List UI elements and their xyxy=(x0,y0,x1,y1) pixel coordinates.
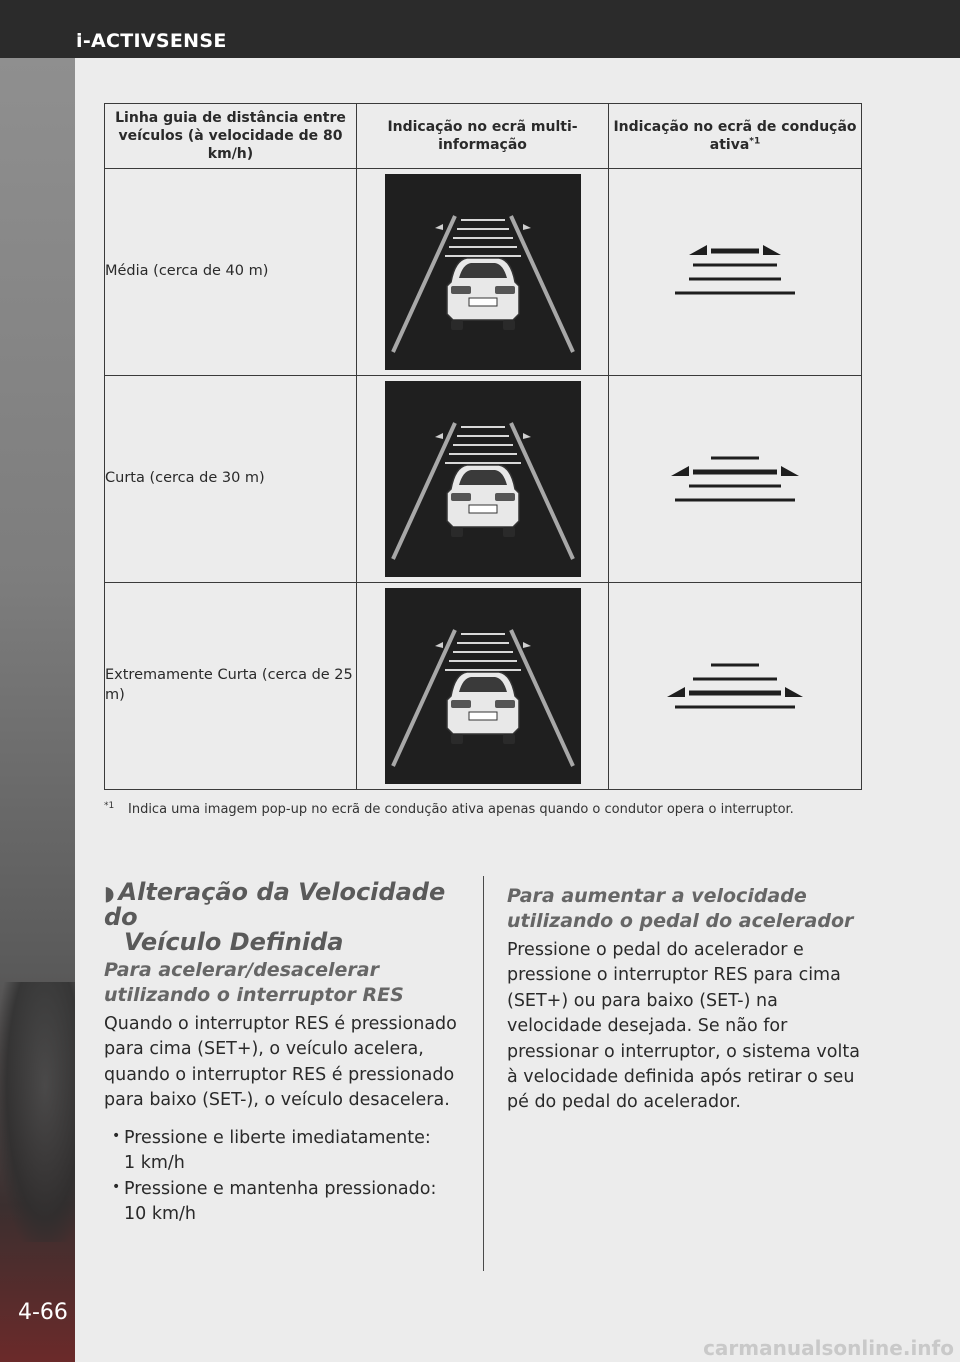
header-title: i-ACTIVSENSE xyxy=(76,30,227,52)
paragraph-res-switch: Quando o interruptor RES é pressionado para cima (SET+), o veículo acelera, quando o interruptor RES é pressionado para baixo (SET-), o veículo desacelera. xyxy=(104,1014,457,1111)
table-header-active-display: Indicação no ecrã de condução ativa$^{*1}$ xyxy=(609,104,862,169)
active-display-image xyxy=(609,169,862,376)
table-row xyxy=(105,169,862,376)
multi-info-screen-image xyxy=(385,174,581,370)
section-heading: ◗ Alteração da Velocidade do Veículo Definida xyxy=(104,878,446,957)
footnote-text: Indica uma imagem pop-up no ecrã de condução ativa apenas quando o condutor opera o interruptor. xyxy=(128,802,794,817)
table-row xyxy=(105,583,862,790)
active-display-image xyxy=(609,583,862,790)
section-marker-icon: ◗ xyxy=(104,881,115,905)
distance-table xyxy=(104,103,862,790)
page-number: 4-66 xyxy=(18,1300,68,1325)
active-display-image xyxy=(609,376,862,583)
sub-heading-res-switch: Para acelerar/desacelerar utilizando o interruptor RES xyxy=(104,959,404,1006)
multi-info-screen-image xyxy=(385,588,581,784)
distance-label: Curta (cerca de 30 m) xyxy=(105,376,357,583)
table-header-distance: Linha guia de distância entre veículos (à velocidade de 80 km/h) xyxy=(105,104,357,169)
column-divider xyxy=(483,876,484,1271)
multi-info-screen-image xyxy=(385,381,581,577)
table-row xyxy=(105,376,862,583)
distance-label: Média (cerca de 40 m) xyxy=(105,169,357,376)
distance-label: Extremamente Curta (cerca de 25 m) xyxy=(105,583,357,790)
list-item: • Pressione e liberte imediatamente: 1 km/h xyxy=(112,1126,472,1177)
watermark: carmanualsonline.info xyxy=(703,1336,954,1360)
list-item: • Pressione e mantenha pressionado: 10 km/h xyxy=(112,1177,472,1228)
paragraph-accelerator: Pressione o pedal do acelerador e pressione o interruptor RES para cima (SET+) ou para baixo (SET-) na velocidade desejada. Se não for pressionar o interruptor, o sistema volta à velocidade definida após retirar o seu pé do pedal do acelerador. xyxy=(507,940,860,1113)
bullet-list xyxy=(112,1126,472,1228)
footnote-mark: *1 xyxy=(104,801,115,811)
sub-heading-accelerator: Para aumentar a velocidade utilizando o pedal do acelerador xyxy=(507,885,854,932)
table-header-multi-info: Indicação no ecrã multi-informação xyxy=(357,104,609,169)
side-photo-strip xyxy=(0,58,75,1362)
footnote xyxy=(104,800,844,820)
